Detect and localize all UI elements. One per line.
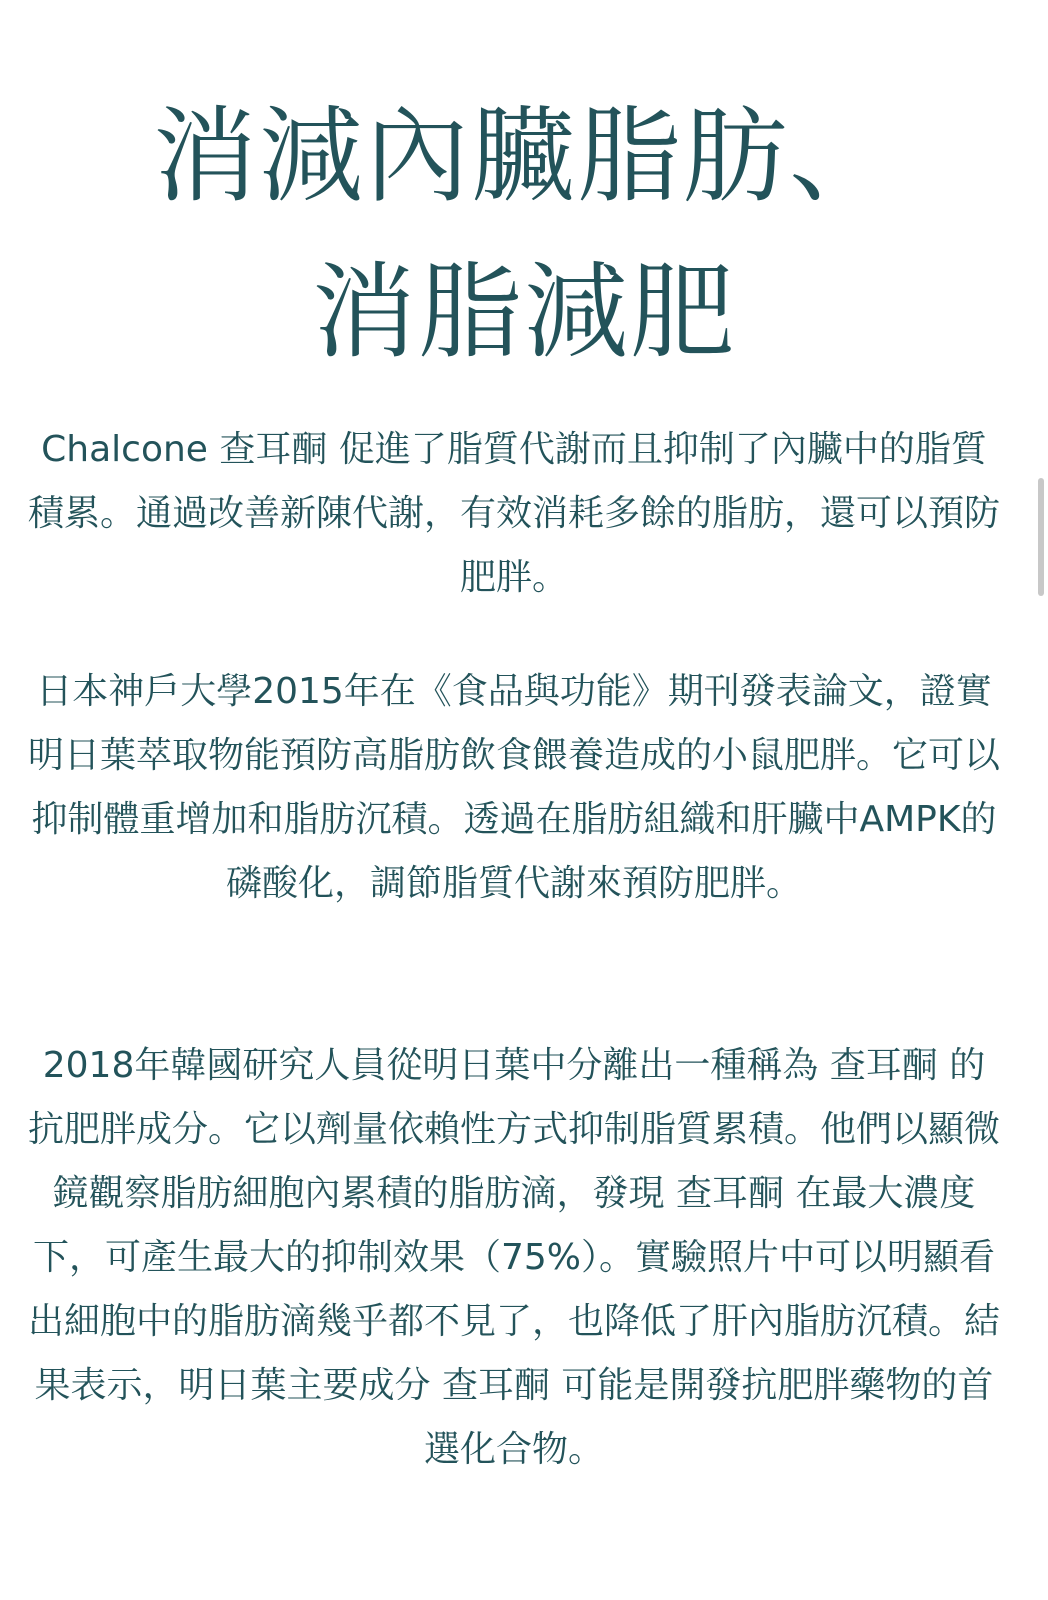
- paragraph-korea-study: 2018年韓國研究人員從明日葉中分離出一種稱為 查耳酮 的抗肥胖成分。它以劑量依賴性方式抑制脂質累積。他們以顯微鏡觀察脂肪細胞內累積的脂肪滴，發現 查耳酮 在最大濃度下，可產生最大的抑制效果（75%）。實驗照片中可以明顯看出細胞中的脂肪滴幾乎都不見了，也降低了肝內脂肪沉積。結果表示，明日葉主要成分 查耳酮 可能是開發抗肥胖藥物的首選化合物。: [27, 1045, 1000, 1470]
- title-line-1: 消減內臟脂肪、: [152, 95, 895, 217]
- paragraph-kobe-study: 日本神戶大學2015年在《食品與功能》期刊發表論文，證實明日葉萃取物能預防高脂肪飲食餵養造成的小鼠肥胖。它可以抑制體重增加和脂肪沉積。透過在脂肪組織和肝臟中AMPK的磷酸化，調節脂質代謝來預防肥胖。: [27, 671, 1000, 904]
- title-line-2: 消脂減肥: [311, 251, 736, 373]
- article-title: [0, 78, 1048, 390]
- scrollbar-thumb[interactable]: [1038, 478, 1044, 596]
- paragraph-chalcone-metabolism: Chalcone 查耳酮 促進了脂質代謝而且抑制了內臟中的脂質積累。通過改善新陳代謝，有效消耗多餘的脂肪，還可以預防肥胖。: [27, 429, 1000, 598]
